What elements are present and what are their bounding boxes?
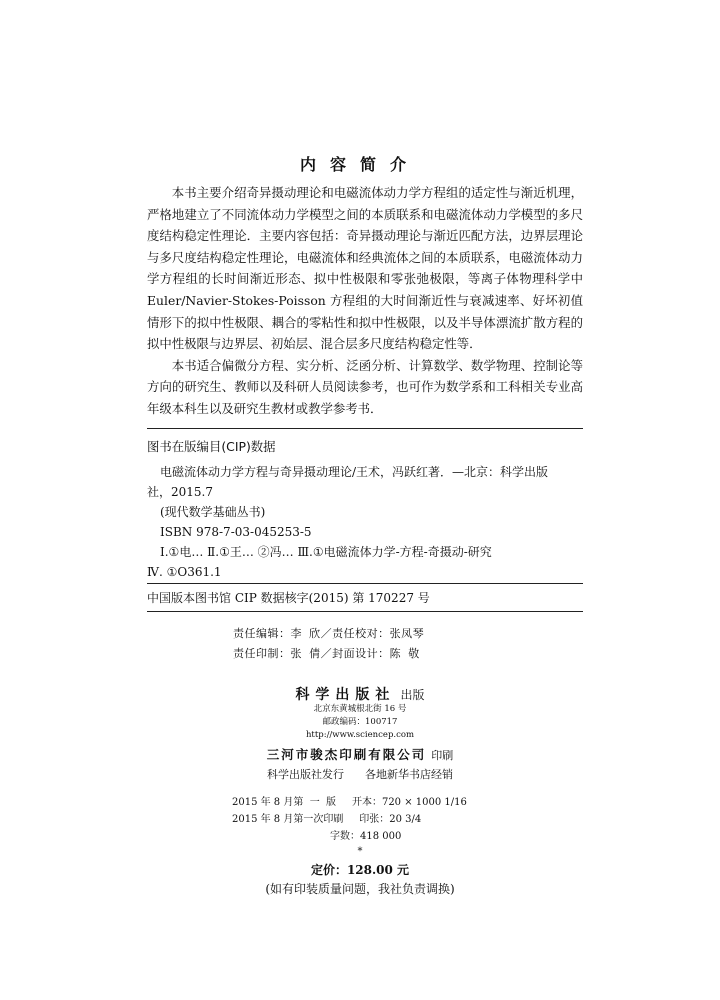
staff-line-production: 责任印制：张 倩／封面设计：陈 敬	[233, 647, 420, 660]
cip-classification: Ⅰ.①电… Ⅱ.①王… ②冯… Ⅲ.①电磁流体力学-方程-奇摄动-研究	[160, 545, 492, 559]
divider-top	[147, 428, 583, 429]
asterisk-mark: *	[357, 846, 363, 857]
word-count: 字数：418 000	[330, 831, 402, 842]
divider-lower	[147, 611, 583, 612]
summary-paragraph-2: 本书适合偏微分方程、实分析、泛函分析、计算数学、数学物理、控制论等方向的研究生、教师以及科研人员阅读参考，也可作为数学系和工科相关专业高年级本科生以及研究生教材或教学参考书．	[147, 357, 583, 416]
edition-specs	[232, 794, 467, 828]
cip-title-line-cont: 社，2015.7	[147, 485, 213, 499]
publisher-website: http://www.sciencep.com	[305, 730, 415, 740]
cip-record	[147, 462, 583, 582]
cip-isbn: ISBN 978-7-03-045253-5	[160, 525, 312, 539]
summary-body	[147, 182, 583, 420]
printer-line	[0, 744, 720, 763]
cip-check-number: 中国版本图书馆 CIP 数据核字(2015) 第 170227 号	[147, 591, 430, 605]
publisher-verb: 出版	[400, 688, 425, 702]
publisher-line	[0, 684, 720, 704]
section-title: 内容简介	[299, 155, 420, 174]
staff-credits	[233, 624, 424, 664]
quality-note: (如有印装质量问题，我社负责调换)	[265, 882, 455, 896]
divider-mid	[147, 583, 583, 584]
publisher-address: 北京东黄城根北街 16 号	[313, 704, 407, 714]
summary-paragraph-1: 本书主要介绍奇异摄动理论和电磁流体动力学方程组的适定性与渐近机理，严格地建立了不同流体动力学模型之间的本质联系和电磁流体动力学模型的多尺度结构稳定性理论．主要内容包括：奇异摄动理论与渐近匹配方法，边界层理论与多尺度结构稳定性理论，电磁流体和经典流体之间的本质联系，电磁流体动力学方程组的长时间渐近形态、拟中性极限和零张弛极限，等离子体物理科学中 Euler/Navier-Stokes-Poisson 方程组的大时间渐近性与衰减速率、好坏初值情形下的拟中性极限、耦合的零粘性和拟中性极限，以及半导体漂流扩散方程的拟中性极限与边界层、初始层、混合层多尺度结构稳定性等．	[147, 185, 583, 352]
print-row: 2015 年 8 月第一次印刷 印张：20 3/4	[232, 814, 422, 825]
cip-title-line: 电磁流体动力学方程与奇异摄动理论/王术，冯跃红著．—北京：科学出版	[160, 465, 549, 479]
cip-classification-cont: Ⅳ. ①O361.1	[147, 565, 222, 579]
publisher-logo: 科学出版社	[295, 687, 396, 703]
publisher-postcode: 邮政编码：100717	[322, 717, 398, 727]
edition-row: 2015 年 8 月第 一 版 开本：720 × 1000 1/16	[232, 797, 467, 808]
distribution-line: 科学出版社发行 各地新华书店经销	[267, 768, 453, 781]
staff-line-editors: 责任编辑：李 欣／责任校对：张凤琴	[233, 627, 425, 640]
cip-series: (现代数学基础丛书)	[160, 505, 266, 519]
price: 定价：128.00 元	[310, 863, 410, 877]
printer-verb: 印刷	[431, 749, 454, 762]
printer-logo: 三河市骏杰印刷有限公司	[266, 747, 427, 762]
cip-heading: 图书在版编目(CIP)数据	[147, 439, 276, 454]
